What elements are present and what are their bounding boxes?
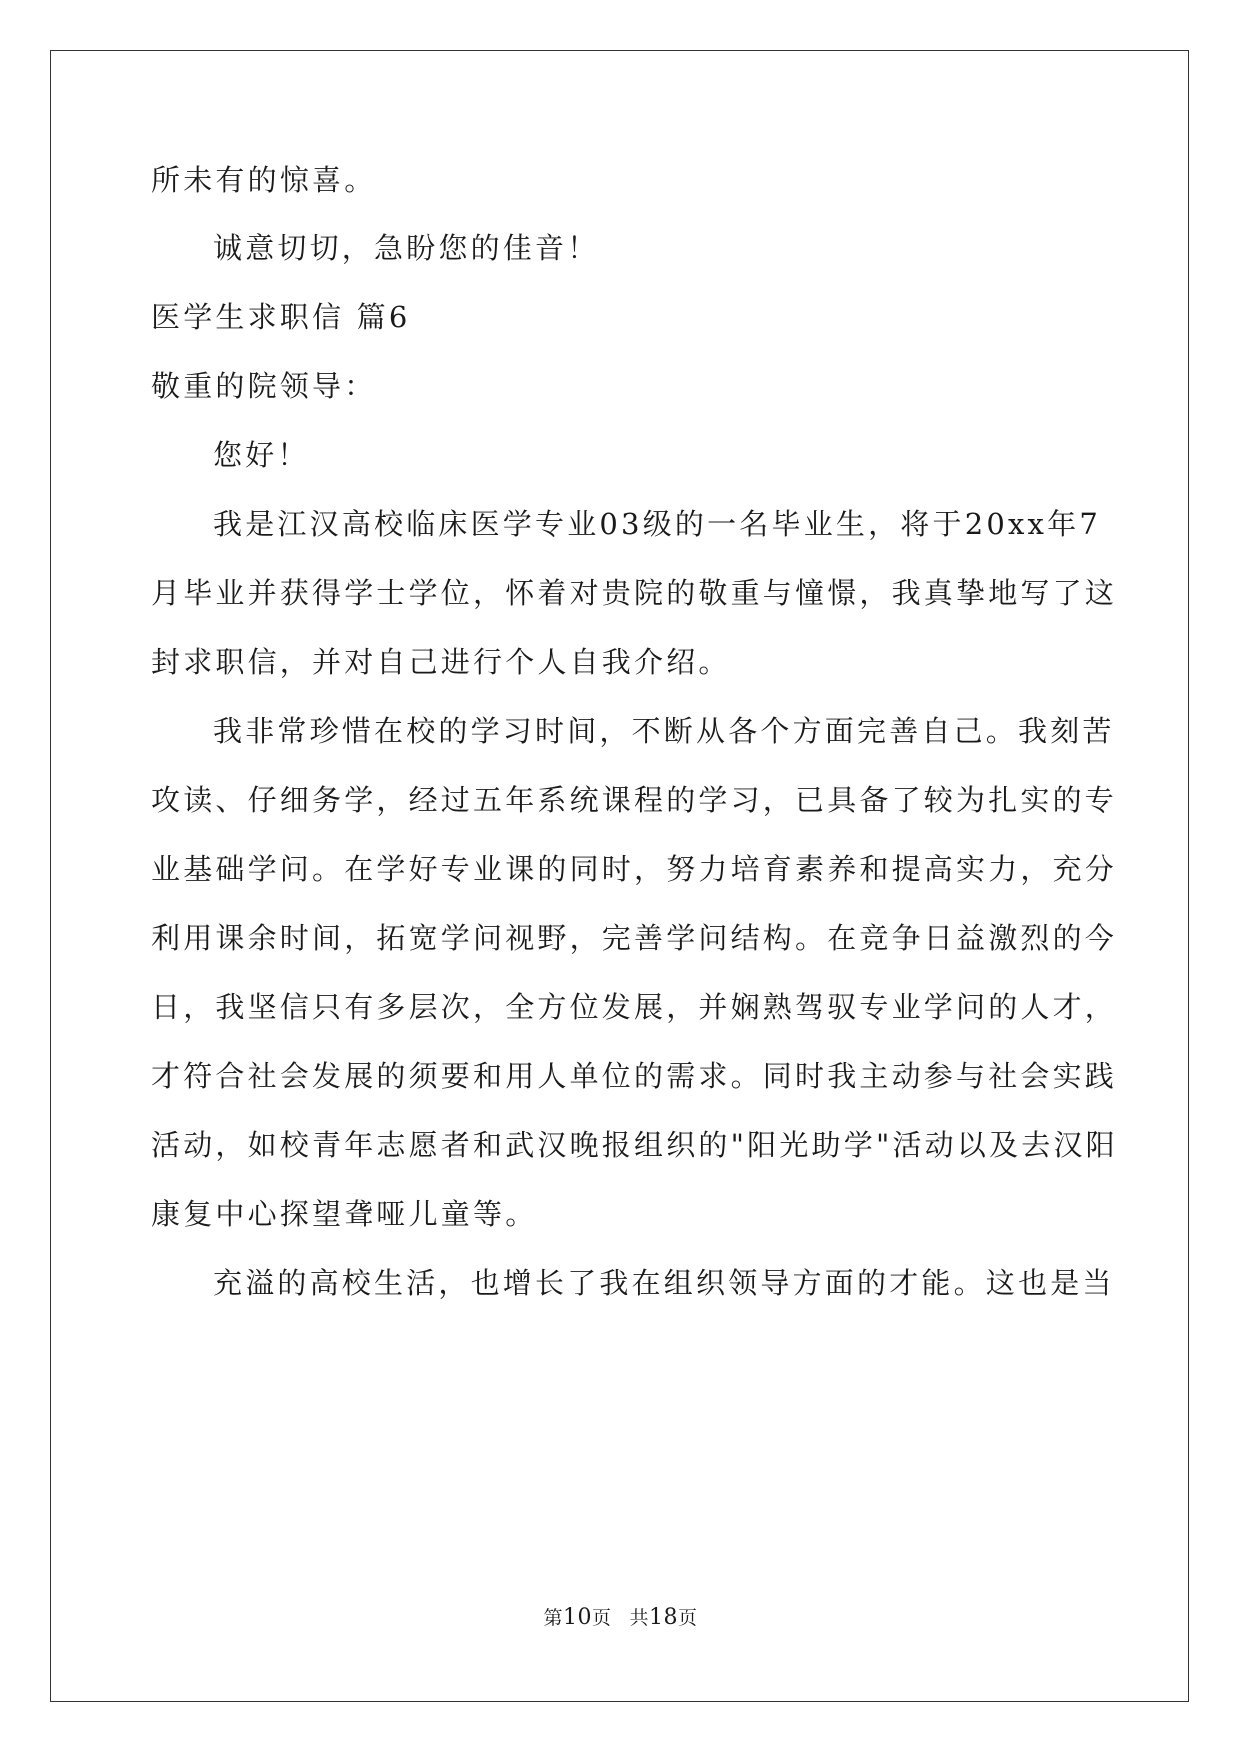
paragraph-line: 日，我坚信只有多层次，全方位发展，并娴熟驾驭专业学问的人才， [151,990,1118,1024]
page-footer [0,1606,1241,1630]
paragraph-line: 才符合社会发展的须要和用人单位的需求。同时我主动参与社会实践 [151,1059,1118,1093]
total-unit: 页 [678,1607,698,1629]
page-prefix: 第 [543,1607,563,1629]
paragraph-line: 利用课余时间，拓宽学问视野，完善学问结构。在竞争日益激烈的今 [151,921,1118,955]
page-total: 18 [649,1605,679,1630]
paragraph-line: 攻读、仔细务学，经过五年系统课程的学习，已具备了较为扎实的专 [151,783,1118,817]
greeting: 您好！ [213,438,310,472]
text-line: 所未有的惊喜。 [151,163,377,197]
page-current: 10 [562,1605,592,1630]
paragraph-line: 充溢的高校生活，也增长了我在组织领导方面的才能。这也是当 [213,1266,1115,1300]
paragraph-line: 月毕业并获得学士学位，怀着对贵院的敬重与憧憬，我真挚地写了这 [151,576,1118,610]
paragraph-line: 业基础学问。在学好专业课的同时，努力培育素养和提高实力，充分 [151,852,1118,886]
paragraph-line: 我是江汉高校临床医学专业03级的一名毕业生，将于20xx年7 [213,507,1101,541]
paragraph-line: 我非常珍惜在校的学习时间，不断从各个方面完善自己。我刻苦 [213,714,1115,748]
paragraph-line: 封求职信，并对自己进行个人自我介绍。 [151,645,731,679]
total-prefix: 共 [629,1607,650,1629]
paragraph-line: 活动，如校青年志愿者和武汉晚报组织的"阳光助学"活动以及去汉阳 [151,1128,1118,1162]
section-heading: 医学生求职信 篇6 [151,300,411,334]
text-line: 诚意切切，急盼您的佳音！ [213,231,600,265]
page-unit: 页 [591,1607,612,1629]
salutation: 敬重的院领导： [151,369,377,403]
paragraph-line: 康复中心探望聋哑儿童等。 [151,1197,538,1231]
